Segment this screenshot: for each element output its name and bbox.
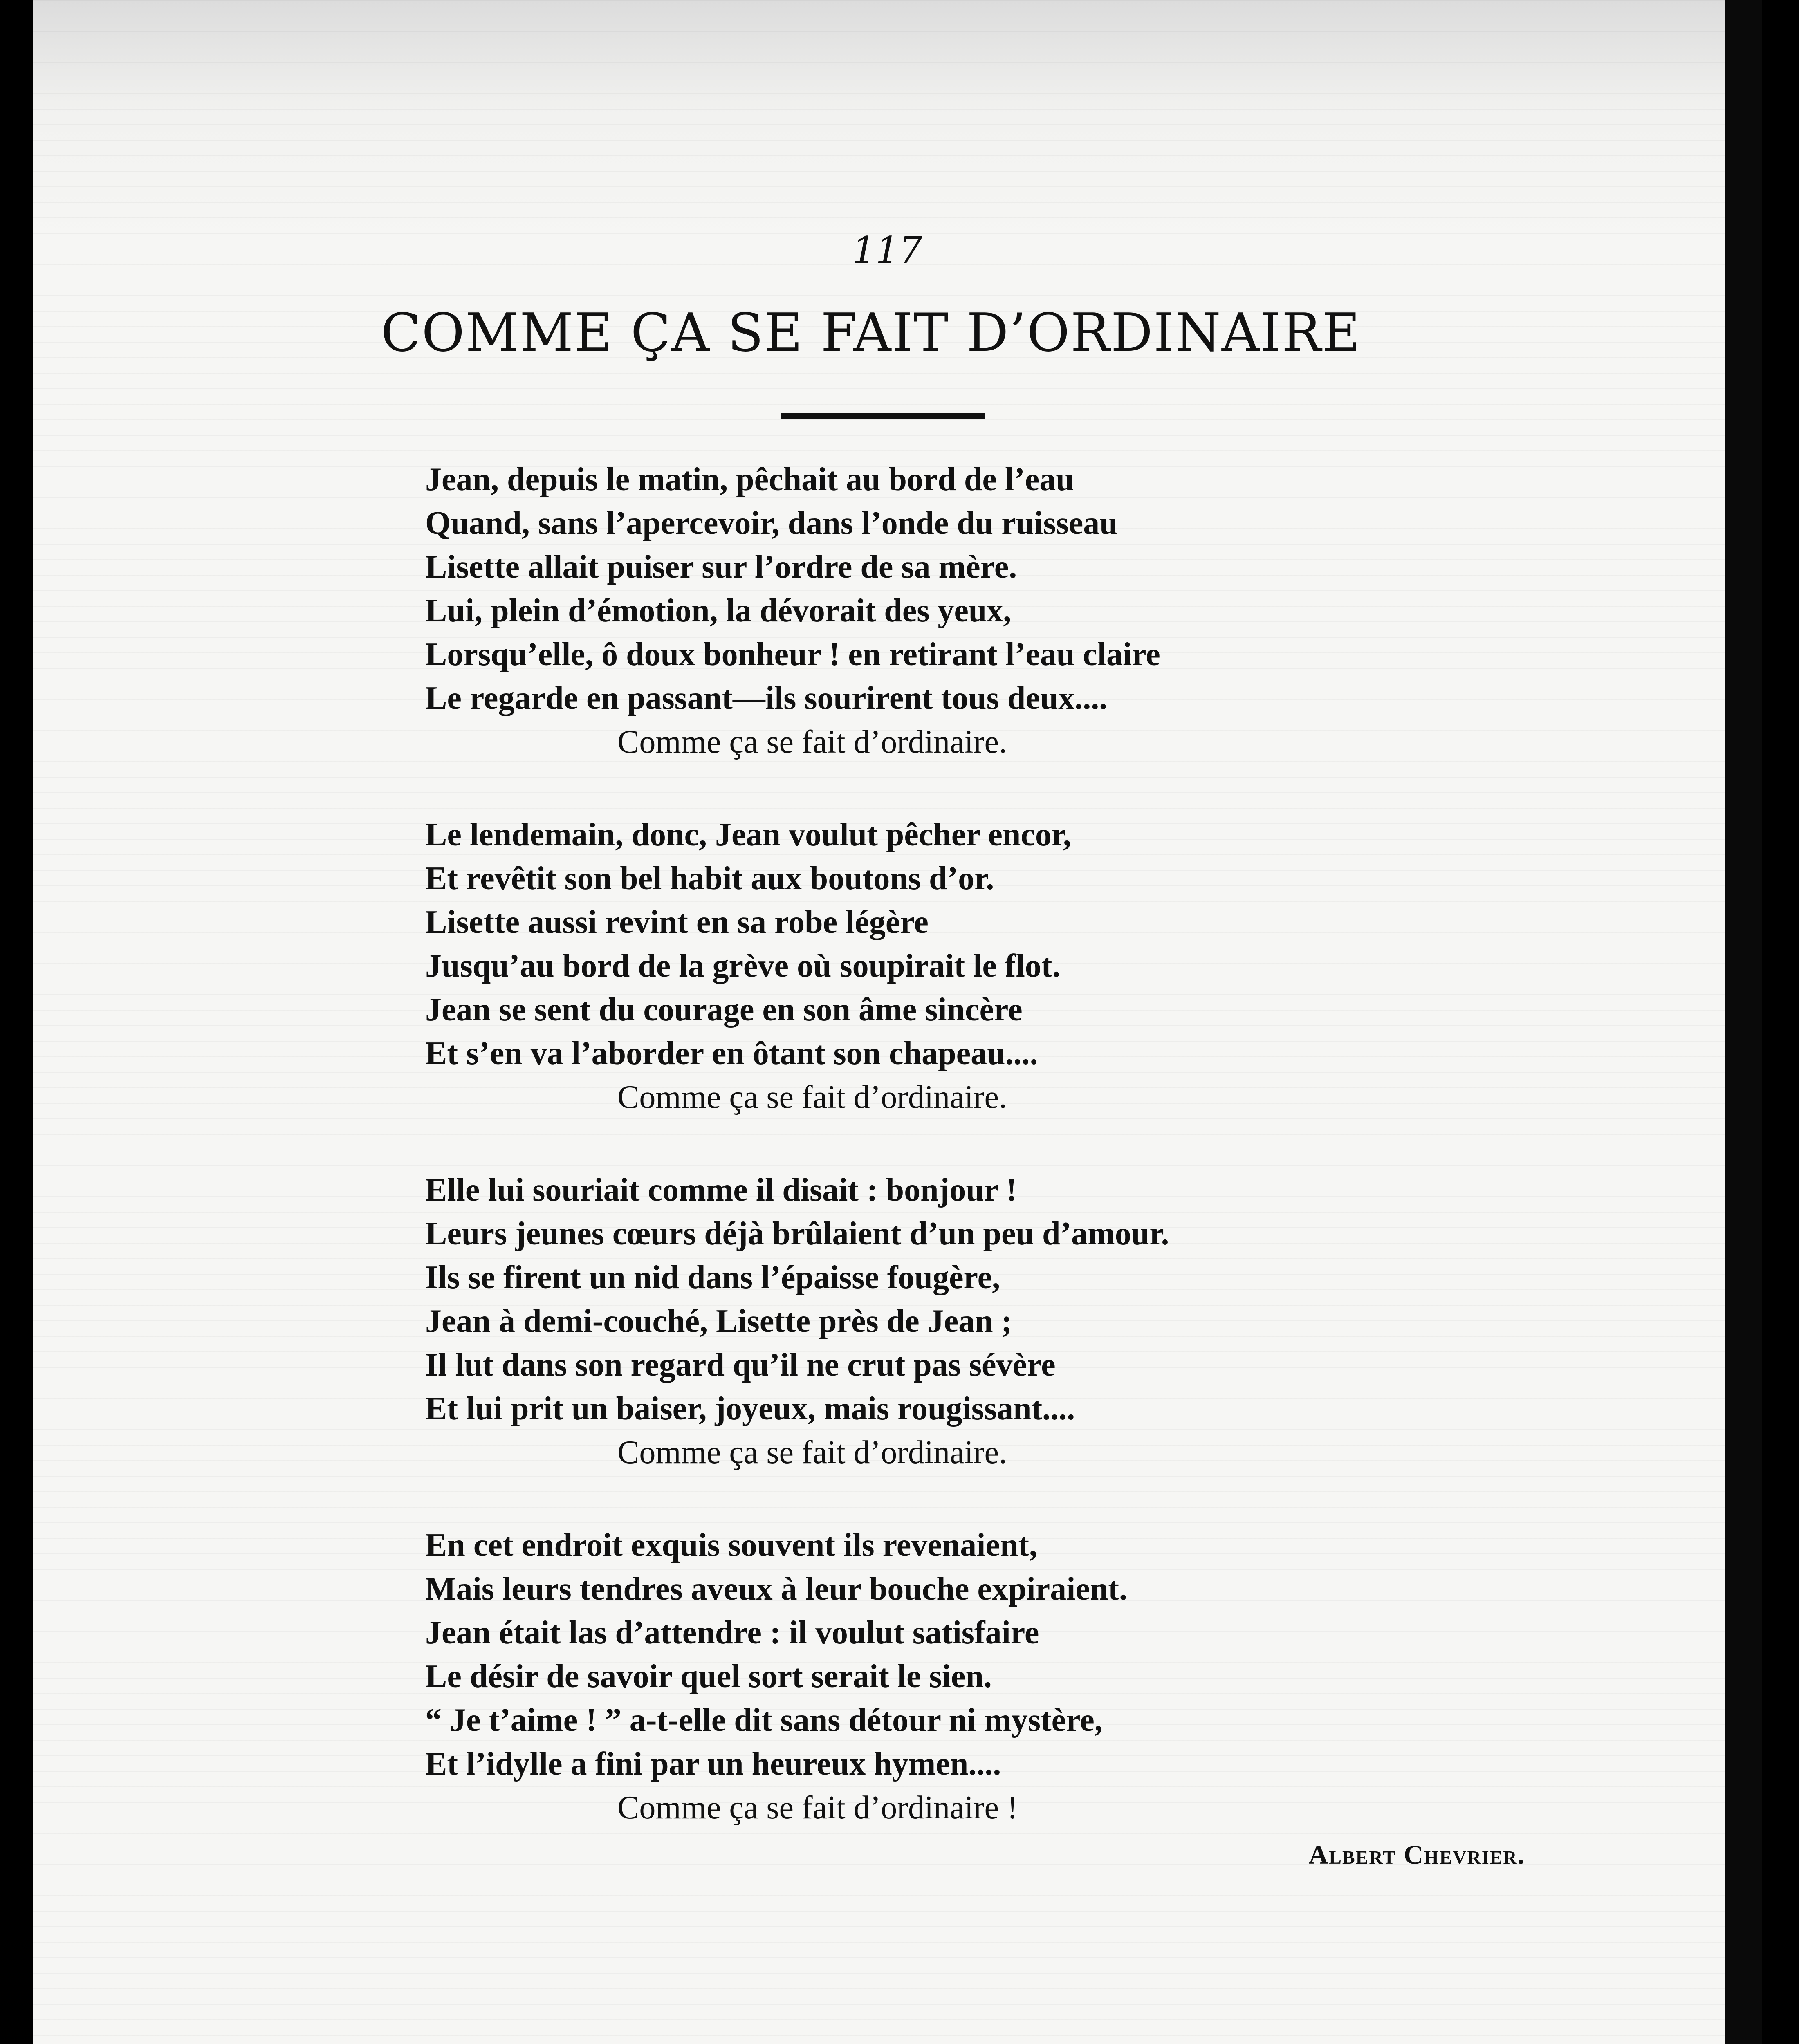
page-number: 117 (852, 229, 922, 272)
poem-line: Leurs jeunes cœurs déjà brûlaient d’un peu d’amour. (425, 1216, 1169, 1252)
poem-line: Jean se sent du courage en son âme sincère (425, 992, 1023, 1028)
poem-line: Jean était las d’attendre : il voulut satisfaire (425, 1615, 1039, 1651)
title-divider (781, 413, 985, 419)
poem-line: Le regarde en passant—ils sourirent tous deux.... (425, 680, 1108, 716)
poem-line: Et lui prit un baiser, joyeux, mais rougissant.... (425, 1391, 1075, 1427)
stanza-1 (425, 458, 1447, 764)
poem-body (425, 458, 1447, 1879)
poem-line: Et revêtit son bel habit aux boutons d’or. (425, 861, 994, 896)
poem-line: Lisette allait puiser sur l’ordre de sa mère. (425, 549, 1017, 585)
author-signature: Albert Chevrier. (1308, 1840, 1525, 1870)
poem-line: Jusqu’au bord de la grève où soupirait le flot. (425, 948, 1061, 984)
stanza-3 (425, 1168, 1447, 1475)
poem-line: Ils se firent un nid dans l’épaisse fougère, (425, 1260, 1000, 1295)
poem-line: Elle lui souriait comme il disait : bonjour ! (425, 1172, 1017, 1208)
poem-line: Le désir de savoir quel sort serait le sien. (425, 1659, 992, 1694)
poem-line: Lisette aussi revint en sa robe légère (425, 904, 929, 940)
poem-line: En cet endroit exquis souvent ils revenaient, (425, 1527, 1038, 1563)
poem-line: Lui, plein d’émotion, la dévorait des yeux, (425, 593, 1012, 629)
poem-line: Il lut dans son regard qu’il ne crut pas sévère (425, 1347, 1056, 1383)
poem-line: Le lendemain, donc, Jean voulut pêcher encor, (425, 817, 1072, 853)
refrain-line: Comme ça se fait d’ordinaire. (617, 1434, 1007, 1470)
poem-line: Jean, depuis le matin, pêchait au bord de l’eau (425, 462, 1074, 498)
poem-title: COMME ÇA SE FAIT D’ORDINAIRE (381, 303, 1361, 363)
poem-line: Mais leurs tendres aveux à leur bouche expiraient. (425, 1571, 1127, 1607)
stanza-4 (425, 1524, 1447, 1830)
poem-line: Jean à demi-couché, Lisette près de Jean ; (425, 1303, 1012, 1339)
poem-line: Lorsqu’elle, ô doux bonheur ! en retirant l’eau claire (425, 637, 1160, 672)
poem-line: “ Je t’aime ! ” a-t-elle dit sans détour ni mystère, (425, 1702, 1103, 1738)
page-edge-shadow (1725, 0, 1762, 2044)
refrain-line: Comme ça se fait d’ordinaire. (617, 1079, 1007, 1115)
poem-line: Et s’en va l’aborder en ôtant son chapeau.... (425, 1035, 1038, 1071)
refrain-line: Comme ça se fait d’ordinaire ! (617, 1790, 1018, 1826)
page-sheet (33, 0, 1762, 2044)
poem-line: Quand, sans l’apercevoir, dans l’onde du ruisseau (425, 505, 1118, 541)
poem-line: Et l’idylle a fini par un heureux hymen.... (425, 1746, 1001, 1782)
refrain-line: Comme ça se fait d’ordinaire. (617, 724, 1007, 760)
stanza-2 (425, 813, 1447, 1119)
